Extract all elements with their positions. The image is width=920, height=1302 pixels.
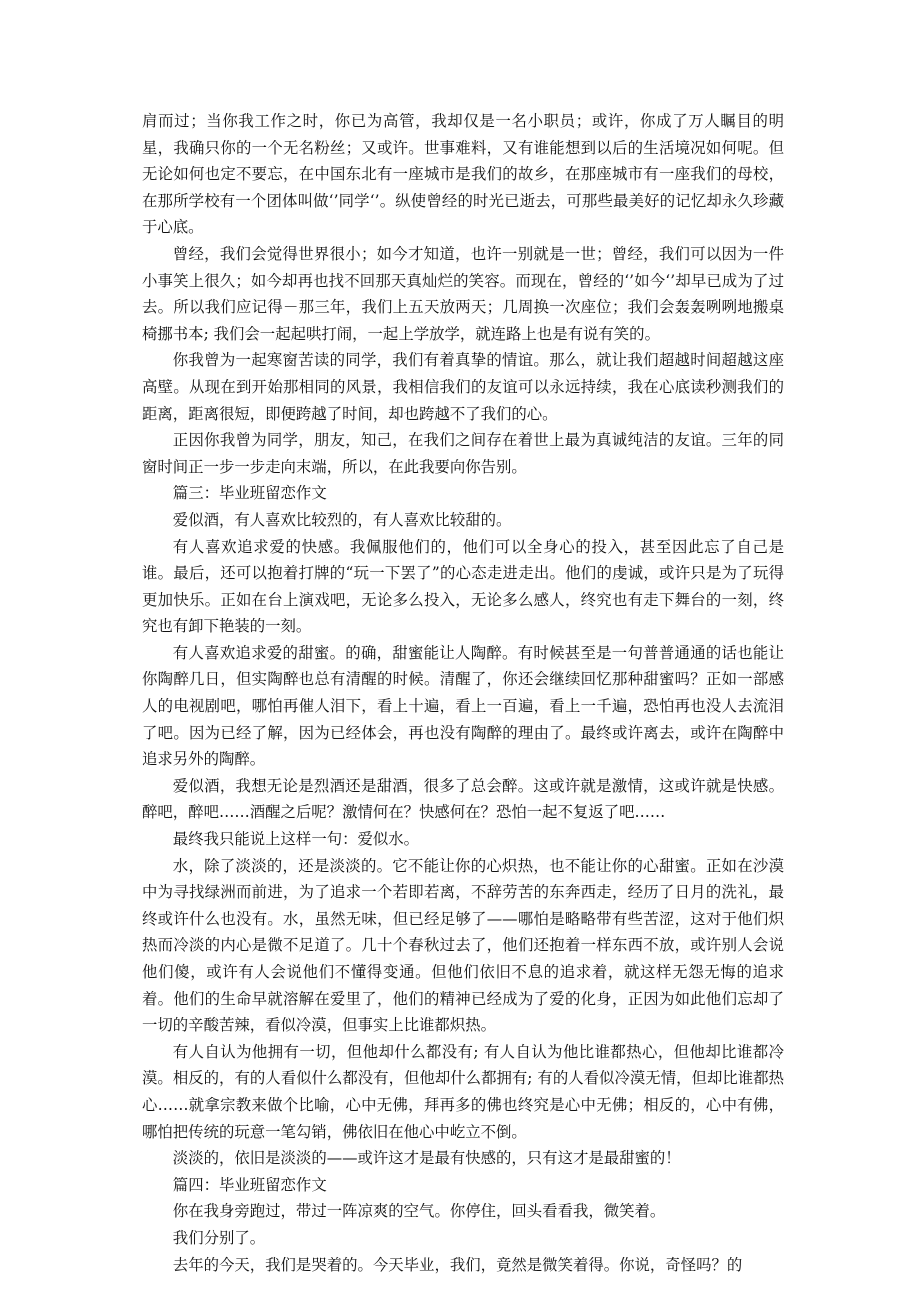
paragraph-continued: 肩而过；当你我工作之时，你已为高管，我却仅是一名小职员；或许，你成了万人瞩目的明星，我确只你的一个无名粉丝；又或许。世事难料，又有谁能想到以后的生活境况如何呢。但无论如何也定不要忘，在中国东北有一座城市是我们的故乡，在那座城市有一座我们的母校，在那所学校有一个团体叫做‘’同学‘’。纵使曾经的时光已逝去，可那些最美好的记忆却永久珍藏于心底。 (142, 112, 784, 237)
paragraph: 爱似酒，我想无论是烈酒还是甜酒，很多了总会醉。这或许就是激情，这或许就是快感。醉吧，醉吧……酒醒之后呢？激情何在？快感何在？恐怕一起不复返了吧…… (142, 776, 784, 822)
paragraph: 你我曾为一起寒窗苦读的同学，我们有着真挚的情谊。那么，就让我们超越时间超越这座高壁。从现在到开始那相同的风景，我相信我们的友谊可以永远持续，我在心底读秒测我们的距离，距离很短，即便跨越了时间，却也跨越不了我们的心。 (142, 351, 784, 423)
paragraph: 水，除了淡淡的，还是淡淡的。它不能让你的心炽热，也不能让你的心甜蜜。正如在沙漠中为寻找绿洲而前进，为了追求一个若即若离，不辞劳苦的东奔西走，经历了日月的洗礼，最终或许什么也没有。水，虽然无味，但已经足够了——哪怕是略略带有些苦涩，这对于他们炽热而冷淡的内心是微不足道了。几十个春秋过去了，他们还抱着一样东西不放，或许别人会说他们傻，或许有人会说他们不懂得变通。但他们依旧不息的追求着，就这样无怨无悔的追求着。他们的生命早就溶解在爱里了，他们的精神已经成为了爱的化身，正因为如此他们忘却了一切的辛酸苦辣，看似冷漠，但事实上比谁都炽热。 (142, 856, 784, 1035)
paragraph: 最终我只能说上这样一句：爱似水。 (172, 830, 420, 849)
paragraph: 我们分别了。 (172, 1228, 266, 1247)
paragraph: 曾经，我们会觉得世界很小；如今才知道，也许一别就是一世；曾经，我们可以因为一件小事笑上很久；如今却再也找不回那天真灿烂的笑容。而现在，曾经的‘’如今‘’却早已成为了过去。所以我们应记得－那三年，我们上五天放两天；几周换一次座位；我们会轰轰咧咧地搬桌椅挪书本; 我们会一起起哄打闹，一起上学放学，就连路上也是有说有笑的。 (142, 244, 784, 343)
document-body (142, 108, 784, 1278)
paragraph: 正因你我曾为同学，朋友，知己，在我们之间存在着世上最为真诚纯洁的友谊。三年的同窗时间正一步一步走向末端，所以，在此我要向你告别。 (142, 431, 784, 476)
paragraph: 去年的今天，我们是哭着的。今天毕业，我们，竟然是微笑着得。你说，奇怪吗？的 (172, 1255, 743, 1274)
paragraph: 爱似酒，有人喜欢比较烈的，有人喜欢比较甜的。 (172, 510, 512, 529)
section-heading: 篇三：毕业班留恋作文 (172, 484, 327, 503)
paragraph: 你在我身旁跑过，带过一阵凉爽的空气。你停住，回头看看我，微笑着。 (172, 1202, 666, 1221)
section-heading: 篇四：毕业班留恋作文 (172, 1175, 327, 1194)
paragraph: 有人喜欢追求爱的甜蜜。的确，甜蜜能让人陶醉。有时候甚至是一句普普通通的话也能让你陶醉几日，但实陶醉也总有清醒的时候。清醒了，你还会继续回忆那种甜蜜吗？正如一部感人的电视剧吧，哪怕再催人泪下，看上十遍，看上一百遍，看上一千遍，恐怕再也没人去流泪了吧。因为已经了解，因为已经体会，再也没有陶醉的理由了。最终或许离去，或许在陶醉中追求另外的陶醉。 (142, 643, 784, 769)
paragraph: 有人自认为他拥有一切，但他却什么都没有; 有人自认为他比谁都热心，但他却比谁都冷漠。相反的，有的人看似什么都没有，但他却什么都拥有; 有的人看似冷漠无情，但却比谁都热心……就拿宗教来做个比喻，心中无佛，拜再多的佛也终究是心中无佛；相反的，心中有佛，哪怕把传统的玩意一笔勾销，佛依旧在他心中屹立不倒。 (142, 1042, 784, 1141)
paragraph: 有人喜欢追求爱的快感。我佩服他们的，他们可以全身心的投入，甚至因此忘了自己是谁。最后，还可以抱着打牌的“玩一下罢了”的心态走进走出。他们的虔诚，或许只是为了玩得更加快乐。正如在台上演戏吧，无论多么投入，无论多么感人，终究也有走下舞台的一刻，终究也有卸下艳装的一刻。 (142, 537, 784, 636)
paragraph: 淡淡的，依旧是淡淡的——或许这才是最有快感的，只有这才是最甜蜜的！ (172, 1149, 681, 1168)
